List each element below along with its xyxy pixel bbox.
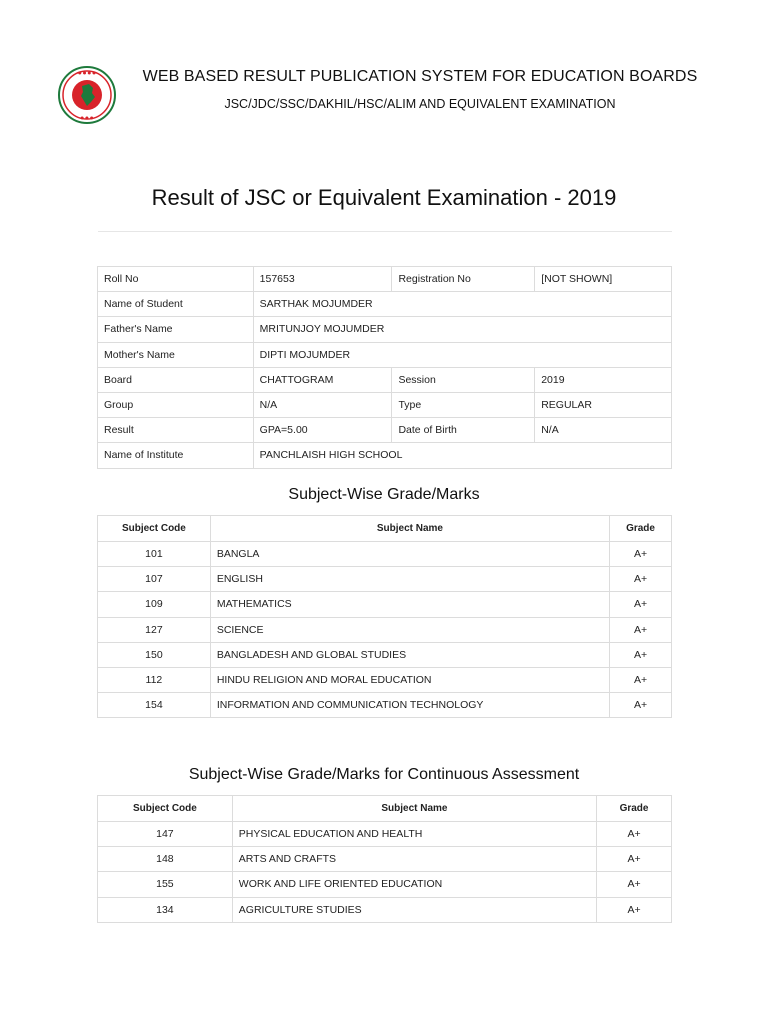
column-header: Subject Name: [232, 796, 596, 822]
subject-code: 127: [98, 617, 211, 642]
info-value: [NOT SHOWN]: [535, 267, 672, 292]
info-label: Session: [392, 367, 535, 392]
subject-grade: A+: [610, 693, 672, 718]
subject-grade: A+: [610, 567, 672, 592]
info-label: Group: [98, 392, 254, 417]
info-value: SARTHAK MOJUMDER: [253, 292, 671, 317]
subject-name: BANGLADESH AND GLOBAL STUDIES: [210, 642, 609, 667]
column-header: Subject Code: [98, 516, 211, 542]
svg-text:● ● ● ●: ● ● ● ●: [78, 70, 96, 75]
info-value: REGULAR: [535, 392, 672, 417]
info-label: Name of Institute: [98, 443, 254, 468]
student-info-table: [97, 266, 672, 469]
info-row: [98, 392, 672, 417]
info-value: N/A: [253, 392, 392, 417]
subject-grade: A+: [610, 542, 672, 567]
subject-name: PHYSICAL EDUCATION AND HEALTH: [232, 822, 596, 847]
info-row: [98, 292, 672, 317]
info-label: Father's Name: [98, 317, 254, 342]
subject-name: WORK AND LIFE ORIENTED EDUCATION: [232, 872, 596, 897]
subject-grade: A+: [597, 822, 672, 847]
subject-name: ENGLISH: [210, 567, 609, 592]
subject-name: ARTS AND CRAFTS: [232, 847, 596, 872]
info-row: [98, 418, 672, 443]
subject-grades-table: [97, 515, 672, 718]
table-row: [98, 567, 672, 592]
column-header: Subject Name: [210, 516, 609, 542]
subject-grade: A+: [597, 872, 672, 897]
subject-code: 112: [98, 667, 211, 692]
subject-name: INFORMATION AND COMMUNICATION TECHNOLOGY: [210, 693, 609, 718]
column-header: Grade: [610, 516, 672, 542]
info-value: MRITUNJOY MOJUMDER: [253, 317, 671, 342]
subject-name: SCIENCE: [210, 617, 609, 642]
subject-code: 107: [98, 567, 211, 592]
subject-grade: A+: [597, 847, 672, 872]
info-value: 157653: [253, 267, 392, 292]
table-row: [98, 693, 672, 718]
info-value: CHATTOGRAM: [253, 367, 392, 392]
info-row: [98, 317, 672, 342]
table-row: [98, 847, 672, 872]
table-row: [98, 592, 672, 617]
subject-name: MATHEMATICS: [210, 592, 609, 617]
subject-code: 109: [98, 592, 211, 617]
table-row: [98, 667, 672, 692]
info-row: [98, 267, 672, 292]
subject-grades-title: Subject-Wise Grade/Marks: [288, 486, 480, 503]
info-value: DIPTI MOJUMDER: [253, 342, 671, 367]
info-value: PANCHLAISH HIGH SCHOOL: [253, 443, 671, 468]
table-row: [98, 617, 672, 642]
subject-name: AGRICULTURE STUDIES: [232, 897, 596, 922]
table-row: [98, 822, 672, 847]
info-label: Roll No: [98, 267, 254, 292]
column-header: Subject Code: [98, 796, 233, 822]
info-row: [98, 342, 672, 367]
divider: [98, 231, 672, 232]
subject-code: 101: [98, 542, 211, 567]
info-label: Type: [392, 392, 535, 417]
subject-grade: A+: [597, 897, 672, 922]
table-row: [98, 897, 672, 922]
subject-name: BANGLA: [210, 542, 609, 567]
continuous-assessment-title: Subject-Wise Grade/Marks for Continuous Assessment: [188, 766, 580, 783]
column-header: Grade: [597, 796, 672, 822]
subject-grade: A+: [610, 642, 672, 667]
table-row: [98, 542, 672, 567]
subject-name: HINDU RELIGION AND MORAL EDUCATION: [210, 667, 609, 692]
subject-grade: A+: [610, 617, 672, 642]
info-label: Name of Student: [98, 292, 254, 317]
info-value: N/A: [535, 418, 672, 443]
info-label: Date of Birth: [392, 418, 535, 443]
subject-code: 147: [98, 822, 233, 847]
subject-code: 150: [98, 642, 211, 667]
subject-grade: A+: [610, 592, 672, 617]
system-subtitle: JSC/JDC/SSC/DAKHIL/HSC/ALIM AND EQUIVALENT EXAMINATION: [224, 97, 616, 111]
subject-code: 148: [98, 847, 233, 872]
subject-grade: A+: [610, 667, 672, 692]
info-value: 2019: [535, 367, 672, 392]
info-label: Registration No: [392, 267, 535, 292]
subject-code: 134: [98, 897, 233, 922]
info-row: [98, 367, 672, 392]
table-row: [98, 642, 672, 667]
government-seal-logo: [58, 66, 116, 124]
info-label: Board: [98, 367, 254, 392]
subject-code: 155: [98, 872, 233, 897]
info-label: Mother's Name: [98, 342, 254, 367]
info-value: GPA=5.00: [253, 418, 392, 443]
info-label: Result: [98, 418, 254, 443]
system-title: WEB BASED RESULT PUBLICATION SYSTEM FOR EDUCATION BOARDS: [142, 68, 698, 85]
table-row: [98, 872, 672, 897]
page-header: [0, 0, 768, 140]
continuous-assessment-table: [97, 795, 672, 923]
info-row: [98, 443, 672, 468]
page-title: Result of JSC or Equivalent Examination - 2019: [151, 185, 617, 210]
svg-text:● ● ●: ● ● ●: [80, 115, 94, 120]
subject-code: 154: [98, 693, 211, 718]
